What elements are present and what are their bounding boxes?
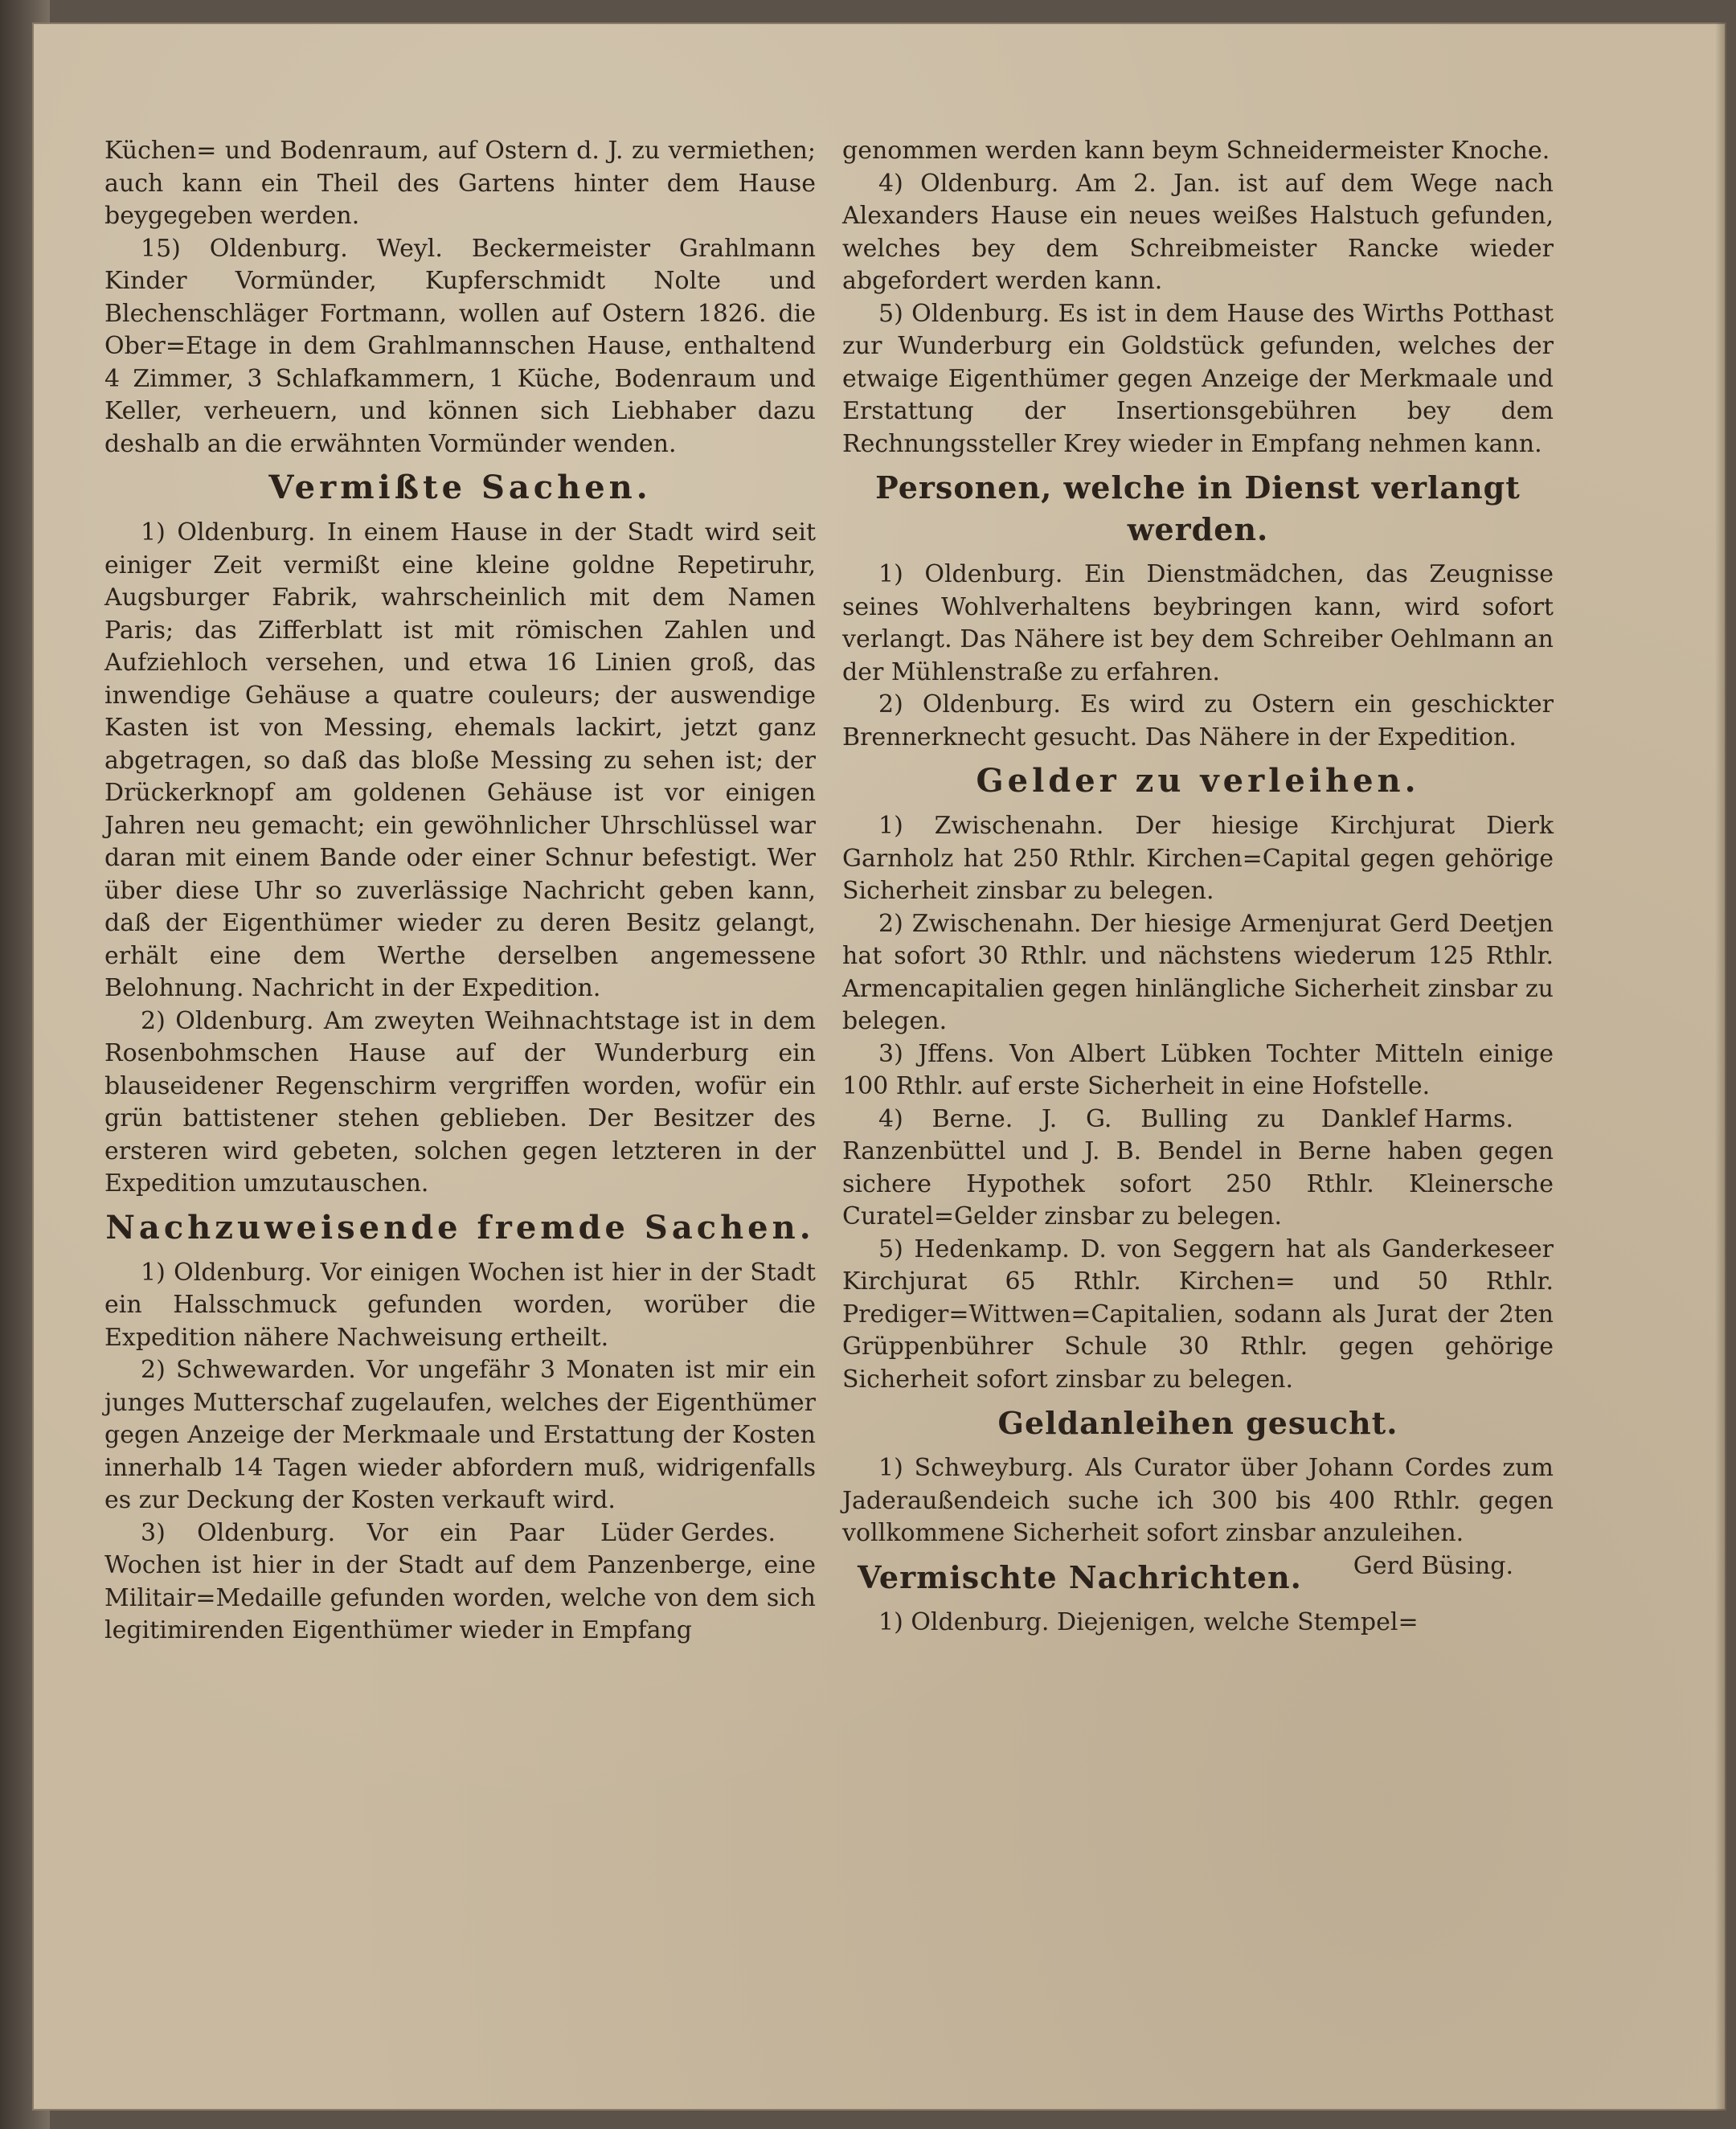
paragraph-medal-continued: genommen werden kann beym Schneidermeister Knoche. <box>842 137 1550 165</box>
heading-miscellaneous-news: Vermischte Nachrichten. <box>857 1558 1302 1595</box>
page-edge-shadow <box>1715 23 1726 2111</box>
heading-found-items: Nachzuweisende fremde Sachen. <box>105 1208 815 1247</box>
paragraph-oldenburg-15: 15) Oldenburg. Weyl. Beckermeister Grahlmann Kinder Vormünder, Kupferschmidt Nolte und Blechenschläger Fortmann, wollen auf Ostern 1826. die Ober=Etage in dem Grahlmannschen Hause, enthaltend 4 Zimmer, 3 Schlafkammern, 1 Küche, Bodenraum und Keller, verheuern, und können sich Liebhaber dazu deshalb an die erwähnten Vormünder wenden. <box>104 234 816 458</box>
paragraph-found-scarf: 4) Oldenburg. Am 2. Jan. ist auf dem Wege nach Alexanders Hause ein neues weißes Halstuch gefunden, welches bey dem Schreibmeister Rancke wieder abgefordert werden kann. <box>842 169 1554 295</box>
paragraph-found-necklace: 1) Oldenburg. Vor einigen Wochen ist hier in der Stadt ein Halsschmuck gefunden worden, worüber die Expedition nähere Nachweisung ertheilt. <box>104 1258 816 1352</box>
paragraph-found-sheep <box>104 1354 816 1547</box>
right-column <box>842 135 1554 1639</box>
lend-jffens-text: 3) Jffens. Von Albert Lübken Tochter Mitteln einige 100 Rthlr. auf erste Sicherheit in eine Hofstelle. <box>842 1039 1554 1100</box>
paragraph-lend-zwischenahn-1: 1) Zwischenahn. Der hiesige Kirchjurat Dierk Garnholz hat 250 Rthlr. Kirchen=Capital gegen gehörige Sicherheit zinsbar zu belegen. <box>842 812 1554 905</box>
heading-persons-wanted: Personen, welche in Dienst verlangt werden. <box>875 469 1521 547</box>
signature-danklef-harms: Danklef Harms. <box>1320 1104 1513 1133</box>
paragraph-lend-berne: 4) Berne. J. G. Bulling zu Ranzenbüttel und J. B. Bendel in Berne haben gegen sichere Hypothek sofort 250 Rthlr. Kleinersche Curatel=Gelder zinsbar zu belegen. <box>842 1104 1554 1230</box>
left-column <box>104 135 816 1648</box>
paragraph-kitchen-rental-continued: Küchen= und Bodenraum, auf Ostern d. J. zu vermiethen; auch kann ein Theil des Gartens hinter dem Hause beygegeben werden. <box>104 137 816 230</box>
paragraph-distiller-wanted: 2) Oldenburg. Es wird zu Ostern ein geschickter Brennerknecht gesucht. Das Nähere in der Expedition. <box>842 690 1554 751</box>
signature-gerd-buesing: Gerd Büsing. <box>1353 1551 1513 1580</box>
found-sheep-text: 2) Schwewarden. Vor ungefähr 3 Monaten ist mir ein junges Mutterschaf zugelaufen, welches der Eigenthümer gegen Anzeige der Merkmaale und Erstattung der Kosten innerhalb 14 Tagen wieder abfordern muß, widrigenfalls es zur Deckung der Kosten verkauft wird. <box>104 1356 816 1514</box>
paragraph-missing-watch: 1) Oldenburg. In einem Hause in der Stadt wird seit einiger Zeit vermißt eine kleine goldne Repetiruhr, Augsburger Fabrik, wahrscheinlich mit dem Namen Paris; das Zifferblatt ist mit römischen Zahlen und Aufziehloch versehen, und etwa 16 Linien groß, das inwendige Gehäuse a quatre couleurs; der auswendige Kasten ist von Messing, ehemals lackirt, jetzt ganz abgetragen, so daß das bloße Messing zu sehen ist; der Drückerknopf am goldenen Gehäuse ist vor einigen Jahren neu gemacht; ein gewöhnlicher Uhrschlüssel war daran mit einem Bande oder einer Schnur befestigt. Wer über diese Uhr so zuverlässige Nachricht geben kann, daß der Eigenthümer wieder zu deren Besitz gelangt, erhält eine dem Werthe derselben angemessene Belohnung. Nachricht in der Expedition. <box>104 518 816 1002</box>
heading-missing-items: Vermißte Sachen. <box>268 469 652 506</box>
heading-money-to-lend: Gelder zu verleihen. <box>976 762 1420 800</box>
paragraph-found-gold-coin: 5) Oldenburg. Es ist in dem Hause des Wirths Potthast zur Wunderburg ein Goldstück gefunden, welches der etwaige Eigenthümer gegen Anzeige der Merkmaale und Erstattung der Insertionsgebühren bey dem Rechnungssteller Krey wieder in Empfang nehmen kann. <box>842 299 1554 458</box>
paragraph-found-medal: 3) Oldenburg. Vor ein Paar Wochen ist hier in der Stadt auf dem Panzenberge, eine Militair=Medaille gefunden worden, welche von dem sich legitimirenden Eigenthümer wieder in Empfang <box>104 1518 816 1644</box>
paragraph-misc-oldenburg: 1) Oldenburg. Diejenigen, welche Stempel= <box>878 1607 1419 1636</box>
heading-loans-sought: Geldanleihen gesucht. <box>997 1405 1398 1441</box>
paragraph-lend-jffens <box>842 1038 1554 1133</box>
signature-lueder-gerdes: Lüder Gerdes. <box>600 1518 776 1547</box>
loan-schweyburg-text: 1) Schweyburg. Als Curator über Johann Cordes zum Jaderaußendeich suche ich 300 bis 400 Rthlr. gegen vollkommene Sicherheit sofort zinsbar anzuleihen. <box>842 1454 1554 1547</box>
paragraph-missing-umbrella: 2) Oldenburg. Am zweyten Weihnachtstage ist in dem Rosenbohmschen Hause auf der Wunderburg ein blauseidener Regenschirm vergriffen worden, wofür ein grün battistener stehen geblieben. Der Besitzer des ersteren wird gebeten, solchen gegen letzteren in der Expedition umzutauschen. <box>104 1006 816 1198</box>
paragraph-lend-hedenkamp: 5) Hedenkamp. D. von Seggern hat als Ganderkeseer Kirchjurat 65 Rthlr. Kirchen= und 50 Rthlr. Prediger=Wittwen=Capitalien, sodann als Jurat der 2ten Grüppenbührer Schule 30 Rthlr. gegen gehörige Sicherheit sofort zinsbar zu belegen. <box>842 1234 1554 1394</box>
scanned-page <box>32 23 1726 2111</box>
paragraph-maid-wanted: 1) Oldenburg. Ein Dienstmädchen, das Zeugnisse seines Wohlverhaltens beybringen kann, wird sofort verlangt. Das Nähere ist bey dem Schreiber Oehlmann an der Mühlenstraße zu erfahren. <box>842 560 1554 686</box>
paragraph-lend-zwischenahn-2: 2) Zwischenahn. Der hiesige Armenjurat Gerd Deetjen hat sofort 30 Rthlr. und nächstens wiederum 125 Rthlr. Armencapitalien gegen hinlängliche Sicherheit zinsbar zu belegen. <box>842 909 1554 1035</box>
